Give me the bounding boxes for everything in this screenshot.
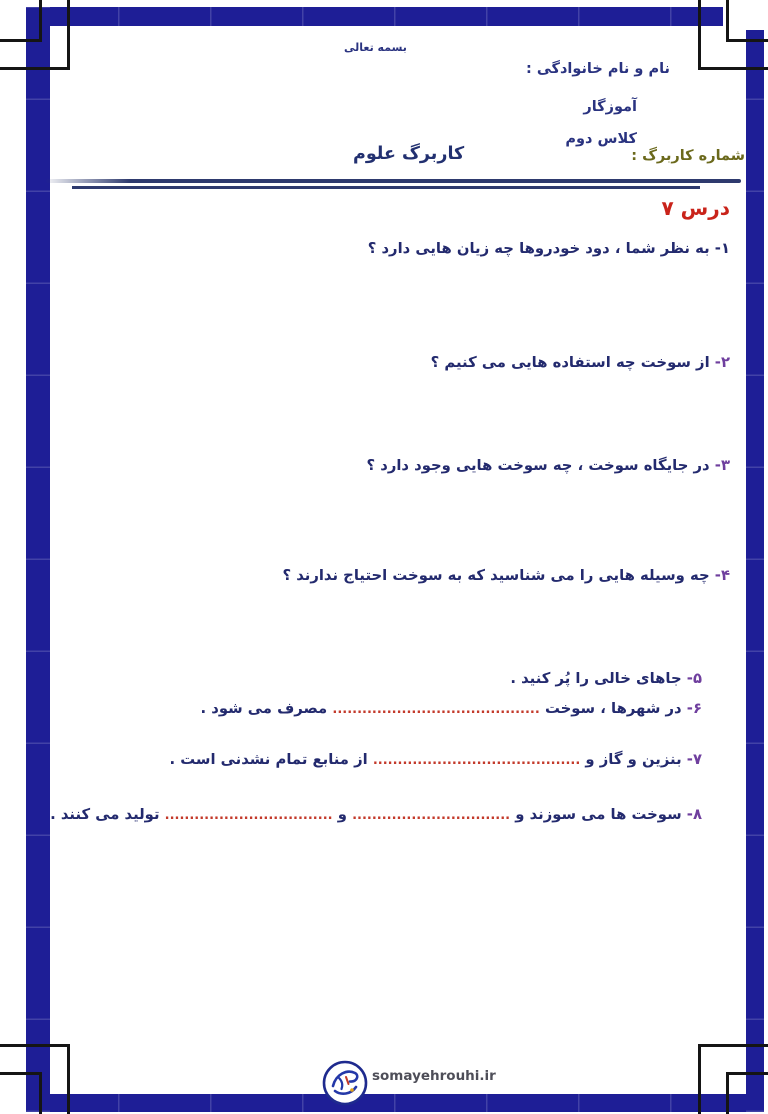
question-number: ۴- (714, 567, 730, 584)
answer-blank-dots: .......................................... (332, 702, 540, 717)
question-text: از منابع تمام نشدنی است . (169, 751, 373, 768)
question-text: در جایگاه سوخت ، چه سوخت هایی وجود دارد ؟ (366, 457, 715, 474)
website-url: somayehrouhi.ir (372, 1068, 496, 1084)
question-text: و (332, 806, 353, 823)
question-row (50, 806, 702, 823)
question-row (368, 240, 730, 257)
answer-blank-dots: .......................................... (372, 753, 581, 768)
question-text: تولید می کنند . (50, 806, 165, 823)
question-text: در شهرها ، سوخت (539, 700, 687, 717)
question-number: ۲- (714, 354, 730, 371)
question-text: چه وسیله هایی را می شناسید که به سوخت احتیاج ندارند ؟ (282, 567, 715, 584)
question-row (200, 700, 702, 717)
question-text: بنزین و گاز و (580, 751, 687, 768)
question-text: به نظر شما ، دود خودروها چه زیان هایی دارد ؟ (367, 240, 715, 257)
question-number: ۱- (714, 240, 730, 257)
question-row (283, 567, 731, 584)
worksheet-title: کاربرگ علوم (353, 144, 465, 164)
question-text: مصرف می شود . (200, 700, 333, 717)
student-name-label: نام و نام خانوادگی : (526, 61, 670, 77)
class-label: کلاس دوم (565, 131, 637, 147)
worksheet-number-label: شماره کاربرگ : (631, 148, 745, 164)
question-number: ۸- (686, 806, 702, 823)
question-number: ۷- (686, 751, 702, 768)
question-text: جاهای خالی را پُر کنید . (510, 670, 687, 687)
question-number: ۵- (686, 670, 702, 687)
site-logo-icon (322, 1060, 368, 1106)
question-number: ۳- (714, 457, 730, 474)
lesson-title: درس ۷ (661, 196, 730, 220)
question-row (431, 354, 730, 371)
question-row (510, 670, 702, 687)
question-row (169, 751, 702, 768)
bismillah-text: بسمه تعالی (344, 41, 407, 54)
question-number: ۶- (686, 700, 702, 717)
answer-blank-dots: .................................. (164, 808, 333, 823)
answer-blank-dots: ................................ (352, 808, 511, 823)
question-text: سوخت ها می سوزند و (510, 806, 687, 823)
question-row (366, 457, 730, 474)
question-text: از سوخت چه استفاده هایی می کنیم ؟ (430, 354, 715, 371)
teacher-label: آموزگار (583, 99, 637, 115)
